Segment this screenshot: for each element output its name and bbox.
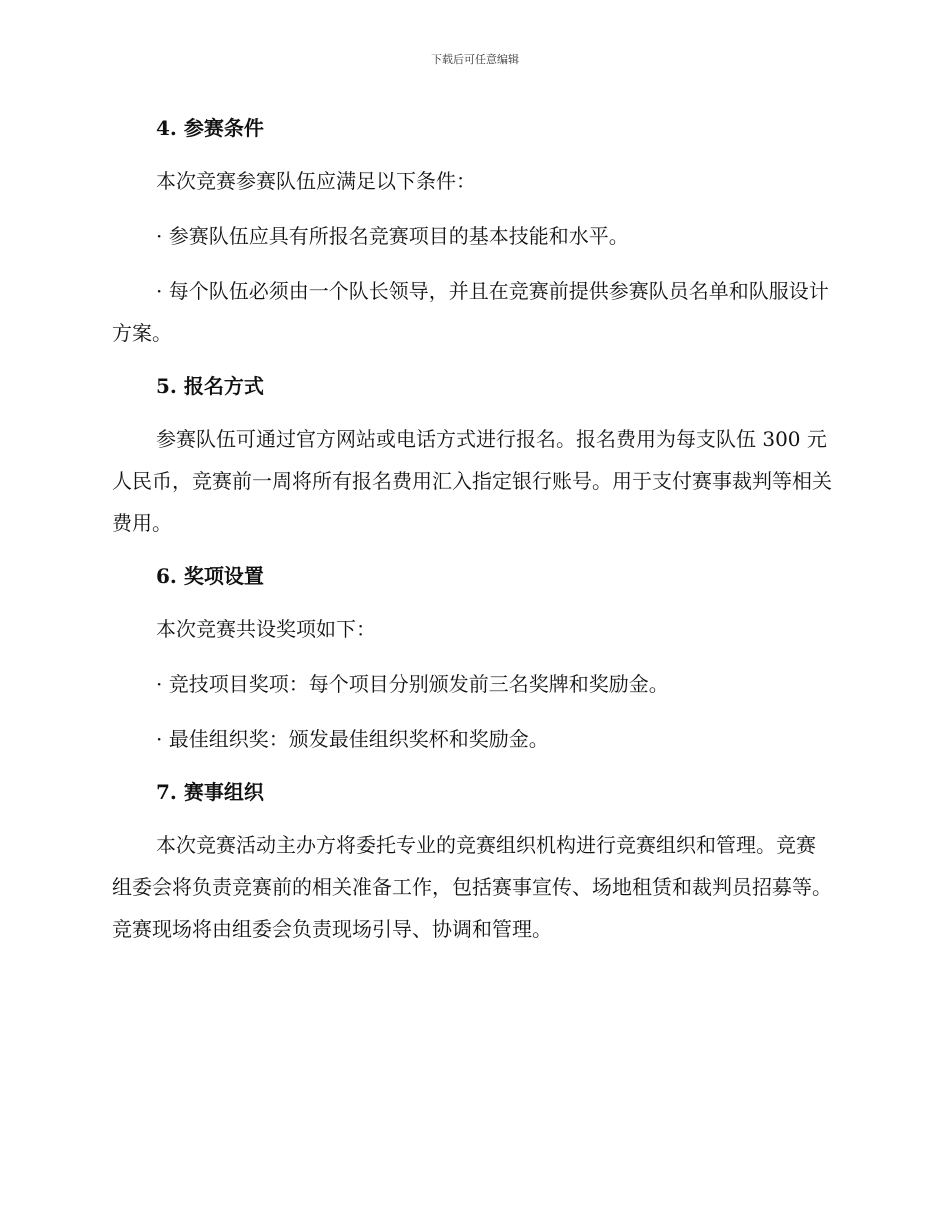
paragraph: 参赛队伍可通过官方网站或电话方式进行报名。报名费用为每支队伍 300 元人民币，竞赛前一周将所有报名费用汇入指定银行账号。用于支付赛事裁判等相关费用。 bbox=[112, 427, 832, 535]
paragraph: 本次竞赛参赛队伍应满足以下条件： bbox=[156, 169, 476, 193]
document-body bbox=[112, 108, 832, 950]
page-header: 下载后可任意编辑 bbox=[431, 53, 519, 66]
section-title-7: 7. 赛事组织 bbox=[156, 780, 264, 804]
section-title-6: 6. 奖项设置 bbox=[156, 564, 264, 588]
bullet-item: · 竞技项目奖项：每个项目分别颁发前三名奖牌和奖励金。 bbox=[156, 672, 669, 696]
bullet-item: · 最佳组织奖：颁发最佳组织奖杯和奖励金。 bbox=[156, 727, 549, 751]
paragraph: 本次竞赛共设奖项如下： bbox=[156, 617, 376, 641]
paragraph: 本次竞赛活动主办方将委托专业的竞赛组织机构进行竞赛组织和管理。竞赛组委会将负责竞赛前的相关准备工作，包括赛事宣传、场地租赁和裁判员招募等。竞赛现场将由组委会负责现场引导、协调和管理。 bbox=[112, 833, 832, 941]
section-title-5: 5. 报名方式 bbox=[156, 374, 264, 398]
bullet-item: · 参赛队伍应具有所报名竞赛项目的基本技能和水平。 bbox=[156, 224, 629, 248]
bullet-item: · 每个队伍必须由一个队长领导，并且在竞赛前提供参赛队员名单和队服设计方案。 bbox=[112, 279, 829, 345]
section-title-4: 4. 参赛条件 bbox=[156, 116, 264, 140]
